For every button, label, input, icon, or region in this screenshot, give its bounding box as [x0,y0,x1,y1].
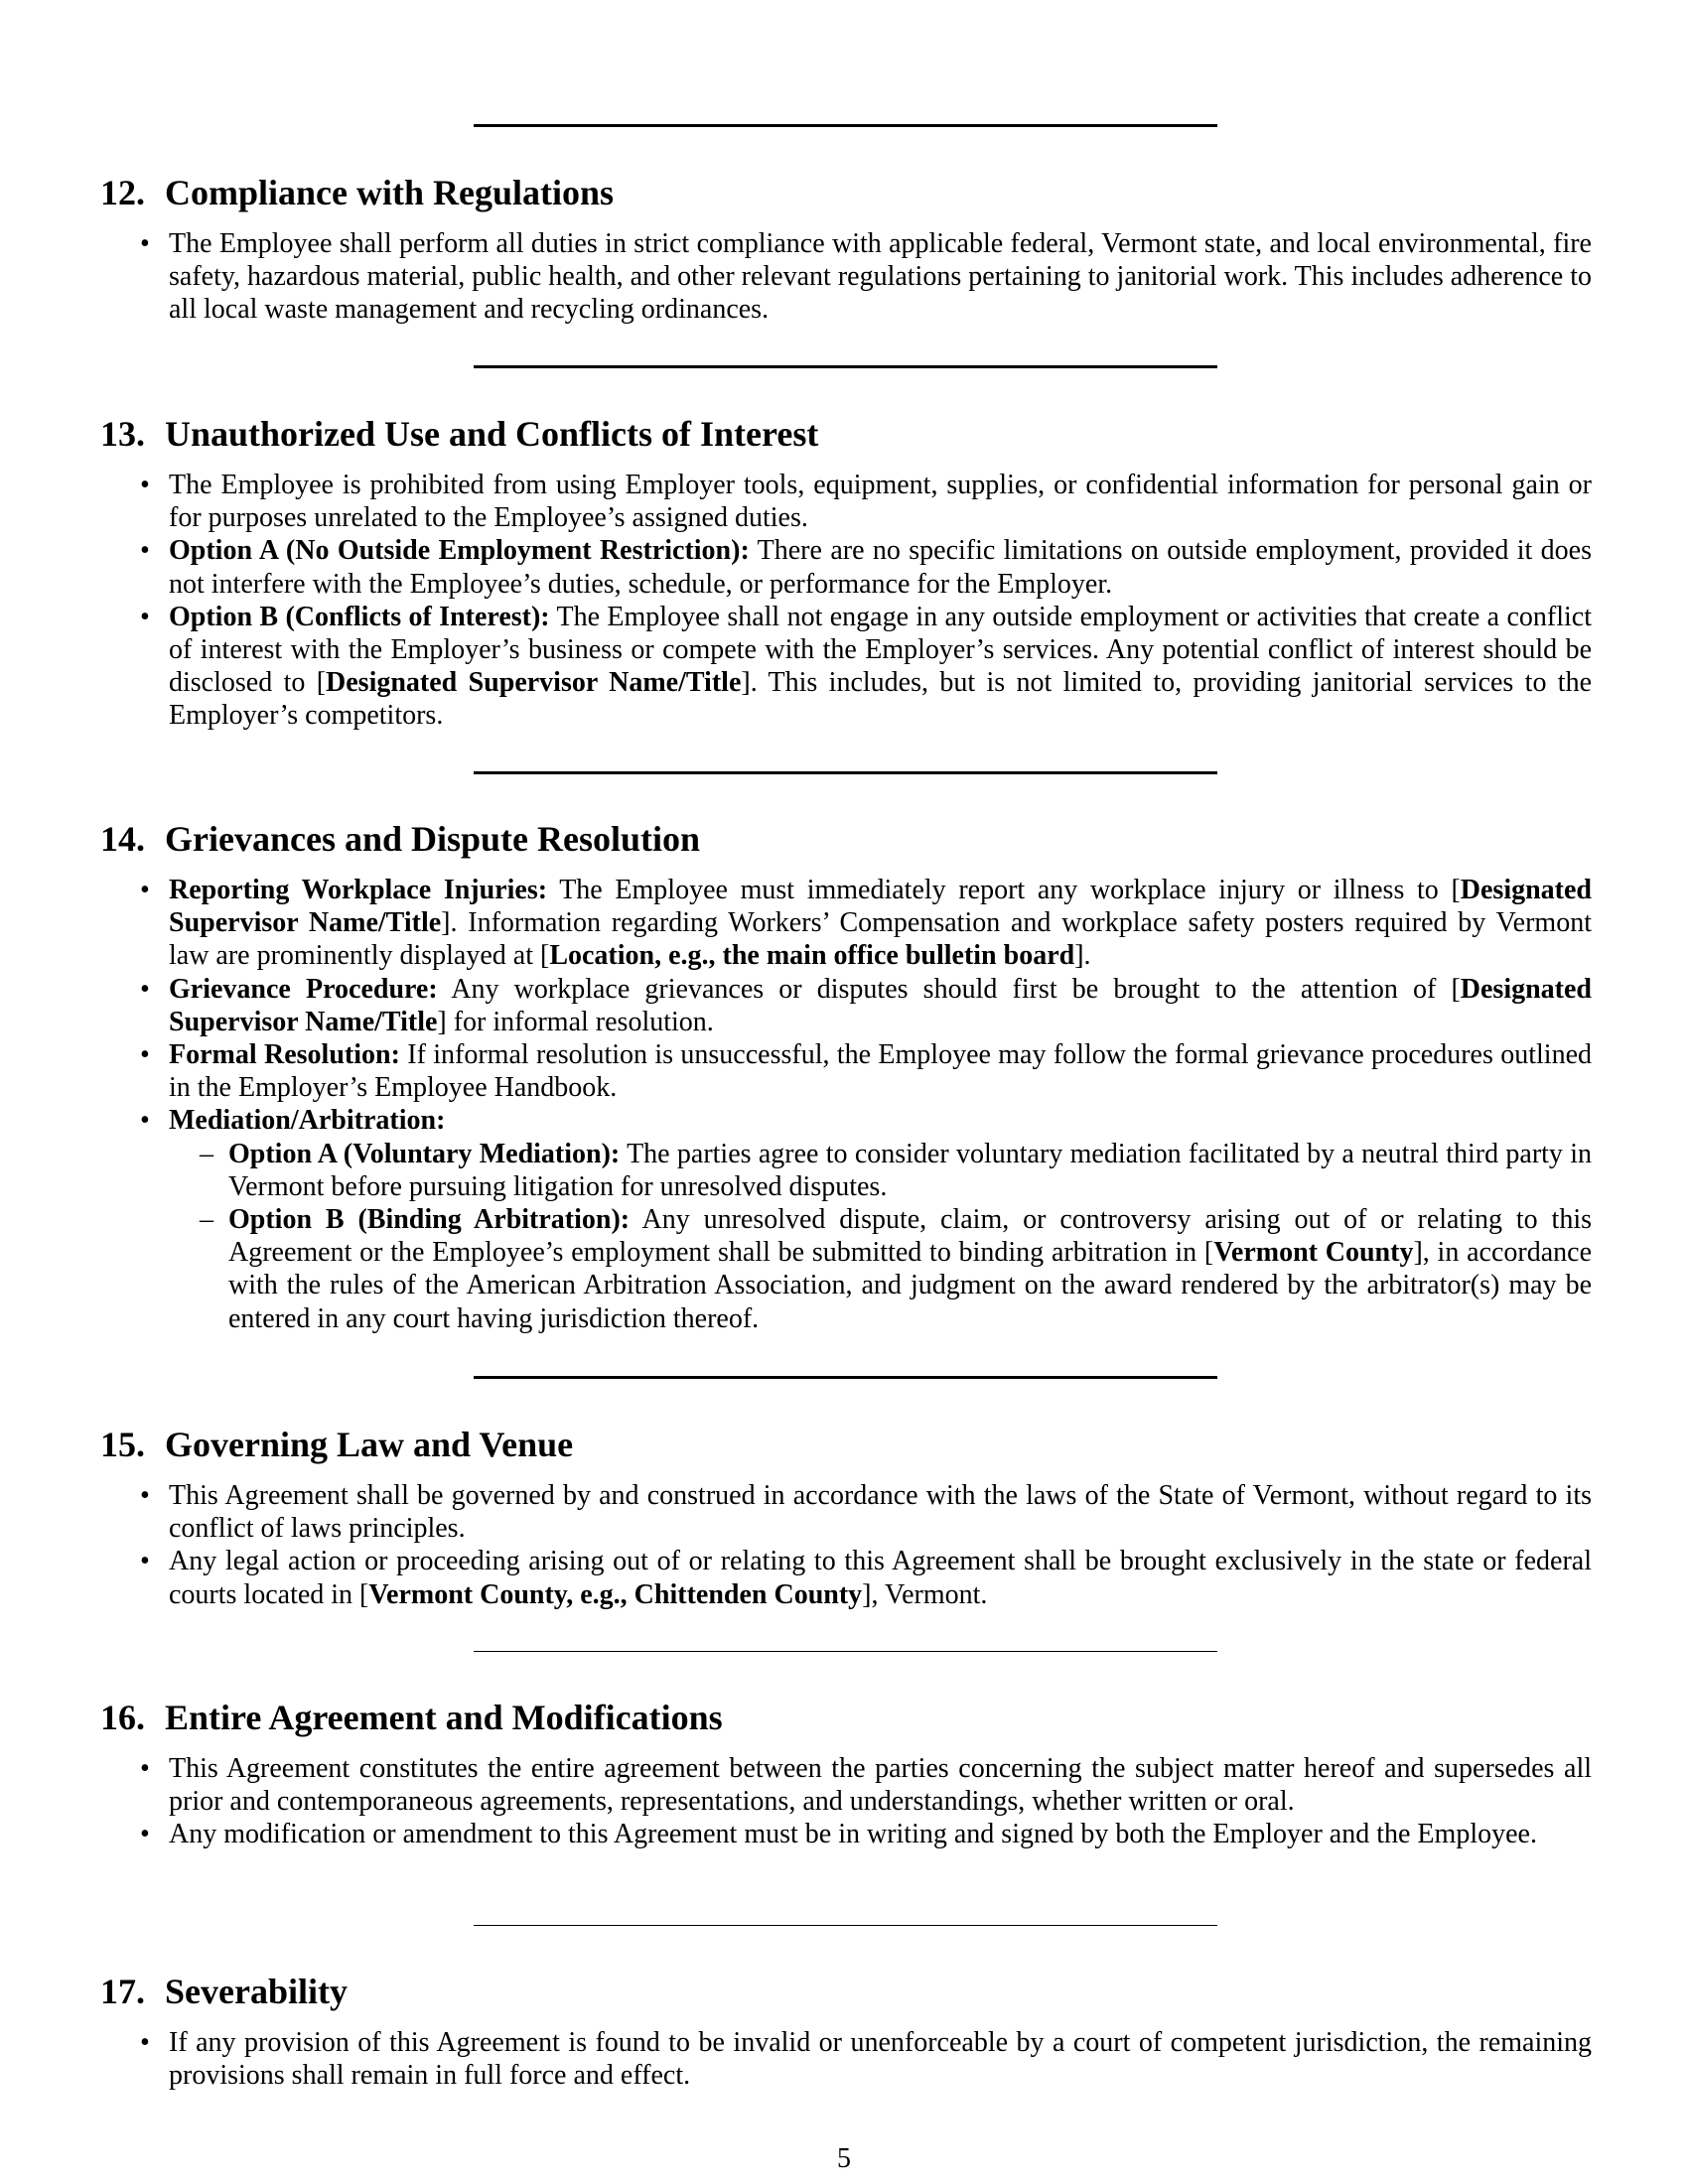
section-number: 14. [100,819,145,859]
item-label: Option A (Voluntary Mediation): [228,1138,621,1169]
item-text: ]. Information regarding Workers’ Compensation and workplace safety posters required by Vermont law are prominently displayed at [ [169,907,1592,972]
item-text: Any modification or amendment to this Agreement must be in writing and signed by both the Employer and the Employee. [169,1819,1537,1850]
item-label: Formal Resolution: [169,1039,400,1071]
placeholder-field: Designated Supervisor Name/Title [326,667,742,699]
list-item [169,1818,1592,1850]
item-label: Option B (Binding Arbitration): [228,1204,631,1236]
item-text: The Employee shall perform all duties in strict compliance with applicable federal, Vermont state, and local environmental, fire safety, hazardous material, public health, and other relevant regulations pertaining to janitorial work. This includes adherence to all local waste management and recycling ordinances. [169,228,1592,326]
section-divider [474,771,1217,774]
section-15 [100,1425,1592,1611]
section-divider [474,124,1217,127]
placeholder-field: Vermont County, e.g., Chittenden County [368,1578,863,1610]
item-label: Reporting Workplace Injuries: [169,875,548,905]
item-text: Any workplace grievances or disputes should first be brought to the attention of [ [437,973,1461,1005]
section-12 [100,173,1592,327]
list-item [169,874,1592,973]
item-label: Grievance Procedure: [169,973,438,1005]
section-13 [100,414,1592,733]
item-text: If informal resolution is unsuccessful, the Employee may follow the formal grievance procedures outlined in the Employer’s Employee Handbook. [169,1039,1592,1104]
item-text: ] for informal resolution. [437,1006,714,1037]
list-item [169,1752,1592,1818]
item-text: The Employee must immediately report any workplace injury or illness to [ [547,875,1461,905]
section-number: 16. [100,1698,145,1737]
section-14 [100,819,1592,1335]
section-title: Unauthorized Use and Conflicts of Interest [165,414,819,454]
section-number: 17. [100,1972,145,2011]
section-heading [100,414,1592,454]
item-text: ]. This includes, but is not limited to, providing janitorial services to the Employer’s competitors. [169,667,1593,732]
section-number: 15. [100,1425,145,1464]
item-text: This Agreement constitutes the entire agreement between the parties concerning the subject matter hereof and supersedes all prior and contemporaneous agreements, representations, and understandings, whether written or oral. [169,1753,1592,1818]
item-text: The Employee shall not engage in any outside employment or activities that create a conflict of interest with the Employer’s business or compete with the Employer’s services. Any potential conflict of interest should be disclosed to [ [169,601,1592,699]
section-title: Grievances and Dispute Resolution [165,819,701,859]
list-item [169,973,1592,1038]
placeholder-field: Designated Supervisor Name/Title [169,875,1593,939]
list-item [169,227,1592,327]
list-item [169,601,1592,733]
sub-list-item [228,1138,1592,1203]
bullet-list [100,2026,1592,2092]
list-item [169,2026,1592,2092]
section-divider [474,365,1217,368]
list-item [169,1104,1592,1334]
item-text: The Employee is prohibited from using Employer tools, equipment, supplies, or confidential information for personal gain or for purposes unrelated to the Employee’s assigned duties. [169,470,1592,534]
list-item [169,1479,1592,1545]
bullet-list [100,874,1592,1335]
item-text: There are no specific limitations on outside employment, provided it does not interfere with the Employee’s duties, schedule, or performance for the Employer. [169,535,1592,600]
section-heading [100,1972,1592,2011]
list-item [169,469,1592,534]
section-heading [100,1425,1592,1464]
section-number: 13. [100,414,145,454]
item-text: ], in accordance with the rules of the American Arbitration Association, and judgment on the award rendered by the arbitrator(s) may be entered in any court having jurisdiction thereof. [228,1237,1593,1334]
item-text: ]. [1074,940,1091,972]
placeholder-field: Vermont County [1213,1237,1414,1269]
section-divider [474,1651,1217,1652]
section-title: Compliance with Regulations [165,173,615,212]
item-text: Any unresolved dispute, claim, or controversy arising out of or relating to this Agreement or the Employee’s employment shall be submitted to binding arbitration in [ [228,1204,1593,1269]
section-title: Entire Agreement and Modifications [165,1698,723,1737]
bullet-list [100,227,1592,327]
section-16 [100,1698,1592,1851]
section-title: Governing Law and Venue [165,1425,574,1464]
item-label: Option A (No Outside Employment Restriction): [169,535,750,567]
list-item [169,1038,1592,1104]
section-divider [474,1925,1217,1926]
item-text: If any provision of this Agreement is found to be invalid or unenforceable by a court of competent jurisdiction, the remaining provisions shall remain in full force and effect. [169,2027,1592,2092]
item-text: ], Vermont. [862,1578,988,1610]
section-number: 12. [100,173,145,212]
page-number: 5 [837,2143,851,2174]
item-text: The parties agree to consider voluntary mediation facilitated by a neutral third party in Vermont before pursuing litigation for unresolved disputes. [228,1138,1593,1202]
section-divider [474,1376,1217,1379]
placeholder-field: Location, e.g., the main office bulletin board [549,940,1075,972]
bullet-list [100,1752,1592,1851]
item-text: Any legal action or proceeding arising out of or relating to this Agreement shall be brought exclusively in the state or federal courts located in [ [169,1546,1592,1610]
sub-bullet-list [169,1138,1592,1335]
section-17 [100,1972,1592,2092]
item-label: Option B (Conflicts of Interest): [169,601,550,632]
item-text: This Agreement shall be governed by and construed in accordance with the laws of the State of Vermont, without regard to its conflict of laws principles. [169,1480,1592,1545]
item-label: Mediation/Arbitration: [169,1105,446,1137]
section-heading [100,1698,1592,1737]
section-heading [100,819,1592,859]
list-item [169,534,1592,600]
section-title: Severability [165,1972,348,2011]
bullet-list [100,1479,1592,1611]
section-heading [100,173,1592,212]
placeholder-field: Designated Supervisor Name/Title [169,973,1593,1037]
bullet-list [100,469,1592,733]
list-item [169,1545,1592,1610]
sub-list-item [228,1203,1592,1335]
